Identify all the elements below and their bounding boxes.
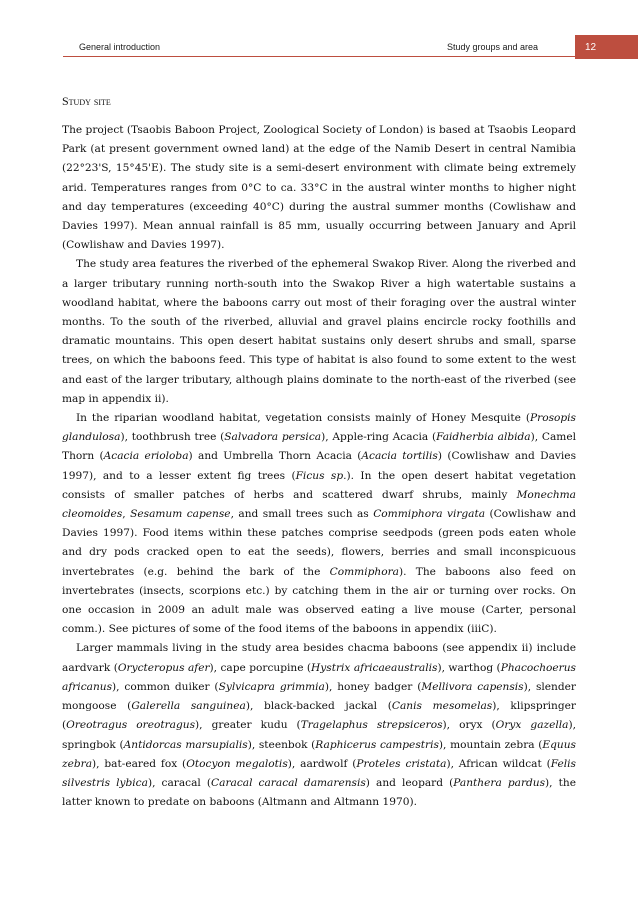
species-name: Salvadora persica [224,431,322,444]
species-name: Commiphora virgata [373,508,486,521]
species-name: Panthera pardus [453,776,546,789]
text-run: ), African wildcat ( [446,757,551,770]
text-run: ) and leopard ( [365,776,454,789]
text-run: ), greater kudu ( [195,719,301,732]
species-name: Antidorcas marsupialis [123,738,248,751]
text-run: ), steenbok ( [247,738,316,751]
page-number: 12 [585,41,597,53]
text-run: ), Apple-ring Acacia ( [321,431,437,444]
paragraph-p3 [62,409,576,639]
species-name: Phacochoerus africanus [62,661,576,693]
page-number-tab [575,35,638,59]
species-name: Equus zebra [62,738,576,770]
text-run: ), common duiker ( [112,680,219,693]
section-title: Study site [62,94,111,108]
text-run: ). In the open desert habitat vegetation consists of smaller patches of herbs and scattered dwarf shrubs, mainly [62,469,577,501]
text-run: ), toothbrush tree ( [120,431,225,444]
text-run: In the riparian woodland habitat, vegetation consists mainly of Honey Mesquite ( [76,412,530,425]
species-name: Prosopis glandulosa [62,412,576,444]
species-name: Ficus sp. [295,469,347,482]
species-name: Galerella sanguinea [131,700,246,713]
text-run: ), warthog ( [437,661,501,674]
text-run: Larger mammals living in the study area besides chacma baboons (see appendix ii) include aardvark ( [62,642,576,674]
header-rule [63,56,575,57]
species-name: Acacia tortilis [361,450,438,463]
text-run: ). The baboons also feed on invertebrates (insects, scorpions etc.) by catching them in the air or turning over rocks. On one occasion in 2009 an adult male was observed eating a live mouse (Carter, personal comm.). See pictures of some of the food items of the baboons in appendix (iiiC). [62,565,576,636]
text-run: ), caracal ( [147,776,212,789]
paragraph-p1 [62,121,576,255]
species-name: Hystrix africaeaustralis [311,661,438,674]
species-name: Otocyon megalotis [186,757,288,770]
species-name: Orycteropus afer [117,661,210,674]
species-name: Sylvicapra grimmia [218,680,325,693]
text-run: (Cowlishaw and Davies 1997). Food items within these patches comprise seedpods (green pods eaten whole and dry pods cracked open to eat the seeds), flowers, berries and small inconspicuous invertebrates (e.g. behind the bark of the [62,508,576,578]
species-name: Mellivora capensis [421,680,524,693]
text-run: ), oryx ( [442,719,496,732]
text-run: , [122,508,131,521]
species-name: Acacia erioloba [103,450,189,463]
text-run: ), Camel Thorn ( [62,431,577,463]
text-run: ), black-backed jackal ( [245,700,392,713]
text-run: ) (Cowlishaw and Davies 1997), and to a lesser extent fig trees ( [62,450,577,482]
text-run: ), klipspringer ( [62,700,576,732]
body-text [62,121,576,812]
text-run: The study area features the riverbed of the ephemeral Swakop River. Along the riverbed and a larger tributary running north-south into the Swakop River a high watertable sustains a woodland habitat, where the baboons carry out most of their foraging over the austral winter months. To the south of the riverbed, alluvial and gravel plains encircle rocky foothills and dramatic mountains. This open desert habitat sustains only desert shrubs and small, sparse trees, on which the baboons feed. This type of habitat is also found to some extent to the west and east of the larger tributary, although plains dominate to the north-east of the riverbed (see map in appendix ii). [62,258,576,405]
text-run: ), aardwolf ( [287,757,357,770]
species-name: Raphicerus campestris [315,738,439,751]
species-name: Commiphora [329,565,399,578]
page-header [0,0,638,60]
text-run: ), honey badger ( [324,680,422,693]
text-run: ), cape porcupine ( [209,661,312,674]
species-name: Caracal caracal damarensis [211,776,366,789]
species-name: Faidherbia albida [436,431,531,444]
text-run: , and small trees such as [230,508,374,521]
text-run: The project (Tsaobis Baboon Project, Zoological Society of London) is based at Tsaobis Leopard Park (at present government owned land) at the edge of the Namib Desert in central Namibia (22°23'S, 15°45'E). The study site is a semi-desert environment with climate being extremely arid. Temperatures ranges from 0°C to ca. 33°C in the austral winter months to higher night and day temperatures (exceeding 40°C) during the austral summer months (Cowlishaw and Davies 1997). Mean annual rainfall is 85 mm, usually occurring between January and April (Cowlishaw and Davies 1997). [62,124,576,252]
text-run: ), slender mongoose ( [62,680,576,713]
text-run: ), bat-eared fox ( [92,757,187,770]
text-run: ), mountain zebra ( [438,738,543,751]
text-run: ), the latter known to predate on baboons (Altmann and Altmann 1970). [62,776,576,809]
species-name: Tragelaphus strepsiceros [300,719,443,732]
text-run: ), springbok ( [62,719,576,751]
running-header-left: General introduction [79,42,161,52]
species-name: Felis silvestris lybica [62,757,576,789]
species-name: Oreotragus oreotragus [66,719,196,732]
species-name: Canis mesomelas [391,700,493,713]
species-name: Monechma cleomoides [62,488,576,521]
running-header-right: Study groups and area [447,42,539,52]
paragraph-p2 [62,255,576,409]
paragraph-p4 [62,639,576,812]
text-run: ) and Umbrella Thorn Acacia ( [188,450,362,463]
species-name: Proteles cristata [356,757,447,770]
species-name: Oryx gazella [495,719,569,732]
species-name: Sesamum capense [130,508,231,521]
